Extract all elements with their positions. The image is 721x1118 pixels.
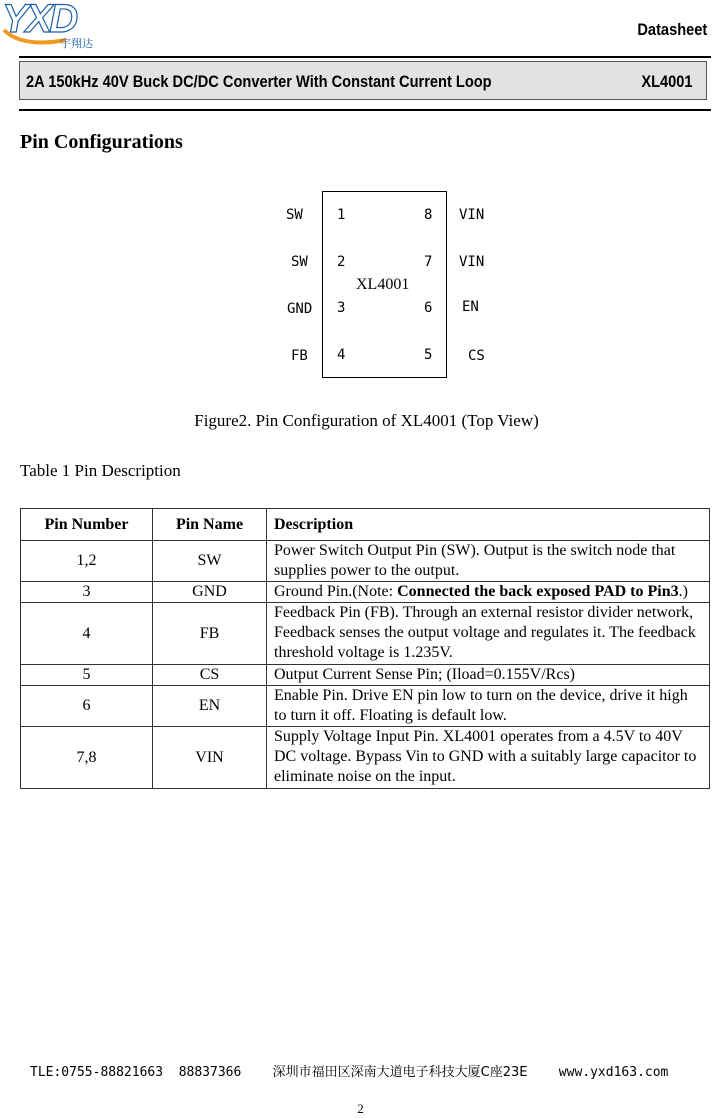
title-divider	[19, 109, 711, 111]
part-number: XL4001	[641, 72, 693, 91]
column-header: Pin Name	[153, 509, 267, 541]
table-title: Table 1 Pin Description	[20, 461, 181, 480]
table-row	[21, 582, 710, 603]
pin-number-left: 2	[337, 254, 346, 270]
pin-number-cell: 5	[21, 665, 153, 686]
pin-number-cell: 7,8	[21, 727, 153, 789]
page-number: 2	[357, 1101, 364, 1116]
table-row	[21, 665, 710, 686]
description-text: .)	[678, 583, 688, 600]
pin-number-left: 4	[337, 347, 346, 363]
pin-description-table	[20, 508, 710, 789]
pin-number-right: 6	[424, 300, 433, 316]
table-row	[21, 541, 710, 582]
description-cell	[267, 582, 710, 603]
description-note: Connected the back exposed PAD to Pin3	[397, 583, 679, 600]
pin-name-cell: GND	[153, 582, 267, 603]
pin-number-cell: 1,2	[21, 541, 153, 582]
pin-name-left: SW	[286, 207, 303, 223]
description-cell: Supply Voltage Input Pin. XL4001 operates from a 4.5V to 40V DC voltage. Bypass Vin to GND with a suitably large capacitor to eliminate noise on the input.	[267, 727, 710, 789]
description-cell: Feedback Pin (FB). Through an external resistor divider network, Feedback senses the output voltage and regulates it. The feedback threshold voltage is 1.235V.	[267, 603, 710, 665]
description-text: Ground Pin.(Note:	[274, 583, 398, 600]
ic-label: XL4001	[356, 276, 410, 293]
company-logo	[2, 2, 117, 48]
logo-text: YXD	[2, 0, 76, 41]
pin-name-right: CS	[468, 348, 485, 364]
pin-number-cell: 4	[21, 603, 153, 665]
pin-name-left: SW	[291, 254, 308, 270]
pin-number-right: 5	[424, 347, 433, 363]
pin-number-cell: 6	[21, 686, 153, 727]
footer-website: www.yxd163.com	[558, 1065, 669, 1080]
pin-name-cell: VIN	[153, 727, 267, 789]
document-type-label: Datasheet	[637, 20, 707, 39]
footer-phone: TLE:0755-88821663 88837366	[30, 1065, 242, 1080]
column-header: Pin Number	[21, 509, 153, 541]
pin-name-left: FB	[291, 348, 308, 364]
table-row	[21, 603, 710, 665]
column-header: Description	[267, 509, 710, 541]
table-row	[21, 686, 710, 727]
pin-name-cell: SW	[153, 541, 267, 582]
header-divider	[19, 56, 711, 58]
table-row	[21, 727, 710, 789]
pin-name-right: VIN	[459, 207, 485, 223]
pin-number-cell: 3	[21, 582, 153, 603]
pin-number-left: 1	[337, 207, 346, 223]
pin-name-right: EN	[462, 299, 479, 315]
table-header-row	[21, 509, 710, 541]
pin-name-cell: FB	[153, 603, 267, 665]
pin-name-cell: CS	[153, 665, 267, 686]
pin-name-cell: EN	[153, 686, 267, 727]
section-heading: Pin Configurations	[20, 131, 183, 153]
document-title: 2A 150kHz 40V Buck DC/DC Converter With Constant Current Loop	[26, 72, 492, 91]
page-footer	[30, 1061, 668, 1080]
logo-subtitle: 宇翔达	[60, 37, 93, 50]
pin-number-right: 8	[424, 207, 433, 223]
description-cell: Output Current Sense Pin; (Iload=0.155V/Rcs)	[267, 665, 710, 686]
description-cell: Power Switch Output Pin (SW). Output is the switch node that supplies power to the output.	[267, 541, 710, 582]
pin-name-left: GND	[287, 301, 313, 317]
footer-address: 深圳市福田区深南大道电子科技大厦C座23E	[272, 1065, 528, 1080]
pin-number-right: 7	[424, 254, 433, 270]
description-cell: Enable Pin. Drive EN pin low to turn on the device, drive it high to turn it off. Floating is default low.	[267, 686, 710, 727]
figure-caption: Figure2. Pin Configuration of XL4001 (Top View)	[194, 411, 539, 430]
pin-name-right: VIN	[459, 254, 485, 270]
pin-number-left: 3	[337, 300, 346, 316]
